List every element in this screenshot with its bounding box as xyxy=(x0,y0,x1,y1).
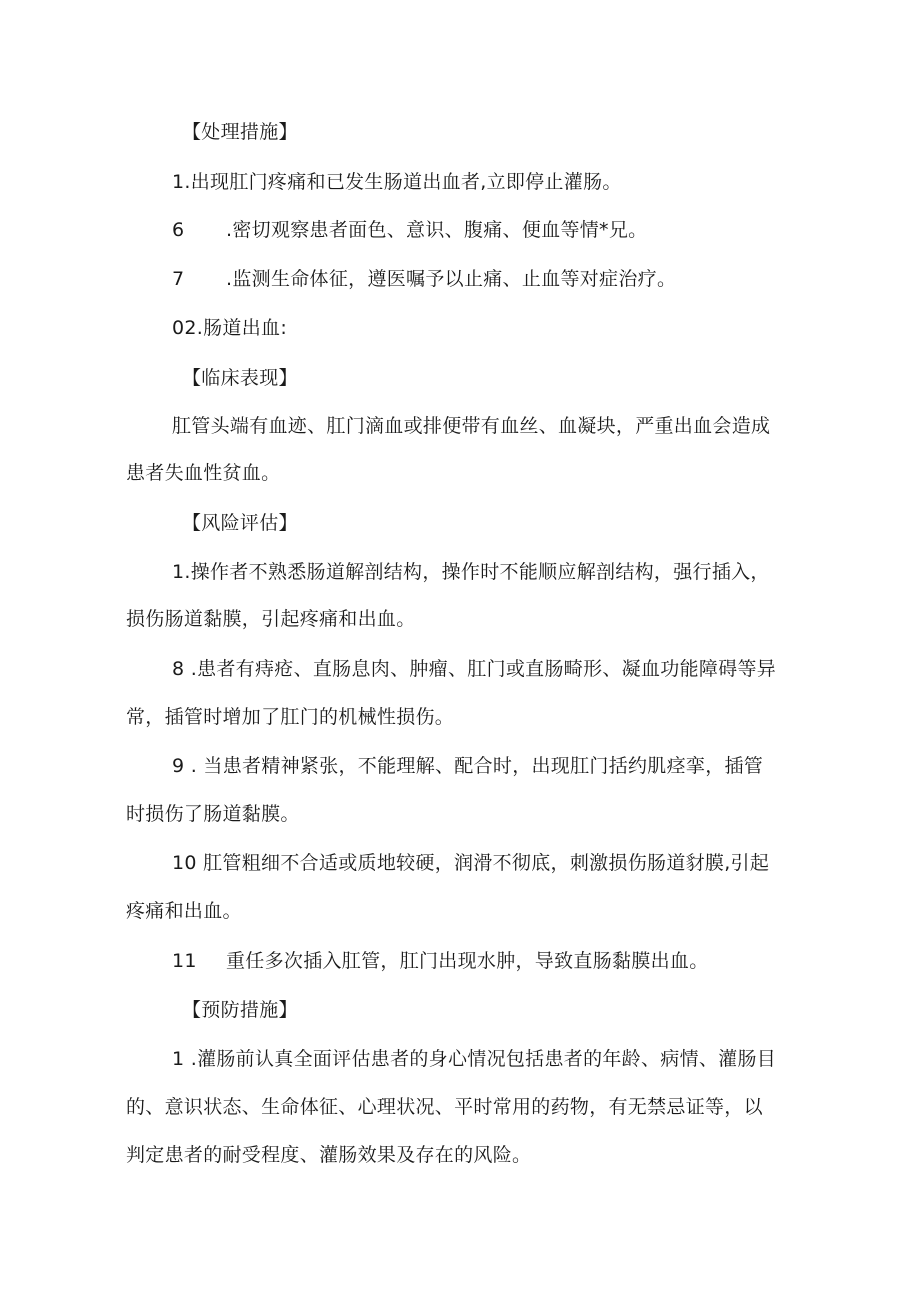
risk-item-11-text: 重任多次插入肛管，肛门出现水肿，导致直肠黏膜出血。 xyxy=(226,950,709,972)
risk-item-8-line-1: 8 .患者有痔疮、直肠息肉、肿瘤、肛门或直肠畸形、凝血功能障碍等异 xyxy=(172,658,777,680)
treatment-item-7-text: .监测生命体征，遵医嘱予以止痛、止血等对症治疗。 xyxy=(226,268,677,290)
heading-clinical-manifestation: 【临床表现】 xyxy=(182,367,298,389)
clinical-paragraph-line-2: 患者失血性贫血。 xyxy=(126,462,281,484)
prevention-item-1-line-2: 的、意识状态、生命体征、心理状况、平时常用的药物，有无禁忌证等，以 xyxy=(126,1096,763,1118)
heading-treatment-measures: 【处理措施】 xyxy=(182,121,298,143)
treatment-item-6-text: .密切观察患者面色、意识、腹痛、便血等情*兄。 xyxy=(226,219,648,241)
risk-item-8-line-2: 常，插管时增加了肛门的机械性损伤。 xyxy=(126,706,455,728)
prevention-item-1-line-1: 1 .灌肠前认真全面评估患者的身心情况包括患者的年龄、病情、灌肠目 xyxy=(172,1048,777,1070)
risk-item-1-line-1: 1.操作者不熟悉肠道解剖结构，操作时不能顺应解剖结构，强行插入， xyxy=(172,561,770,583)
prevention-item-1-line-3: 判定患者的耐受程度、灌肠效果及存在的风险。 xyxy=(126,1144,532,1166)
risk-item-1-line-2: 损伤肠道黏膜，引起疼痛和出血。 xyxy=(126,608,416,630)
risk-item-9-line-1: 9 . 当患者精神紧张，不能理解、配合时，出现肛门括约肌痉挛，插管 xyxy=(172,755,764,777)
treatment-item-1: 1.出现肛门疼痛和已发生肠道出血者,立即停止灌肠。 xyxy=(172,171,622,193)
section-title-intestinal-bleeding: 02.肠道出血: xyxy=(172,317,288,339)
heading-preventive-measures: 【预防措施】 xyxy=(182,999,298,1021)
risk-item-11-number: 11 xyxy=(172,950,197,972)
treatment-item-7-number: 7 xyxy=(172,268,185,290)
risk-item-9-line-2: 时损伤了肠道黏膜。 xyxy=(126,803,300,825)
risk-item-10-line-1: 10 肛管粗细不合适或质地较硬，润滑不彻底，刺激损伤肠道豺膜,引起 xyxy=(172,852,770,874)
risk-item-10-line-2: 疼痛和出血。 xyxy=(126,900,242,922)
heading-risk-assessment: 【风险评估】 xyxy=(182,512,298,534)
clinical-paragraph-line-1: 肛管头端有血迹、肛门滴血或排便带有血丝、血凝块，严重出血会造成 xyxy=(172,415,771,437)
treatment-item-6-number: 6 xyxy=(172,219,185,241)
